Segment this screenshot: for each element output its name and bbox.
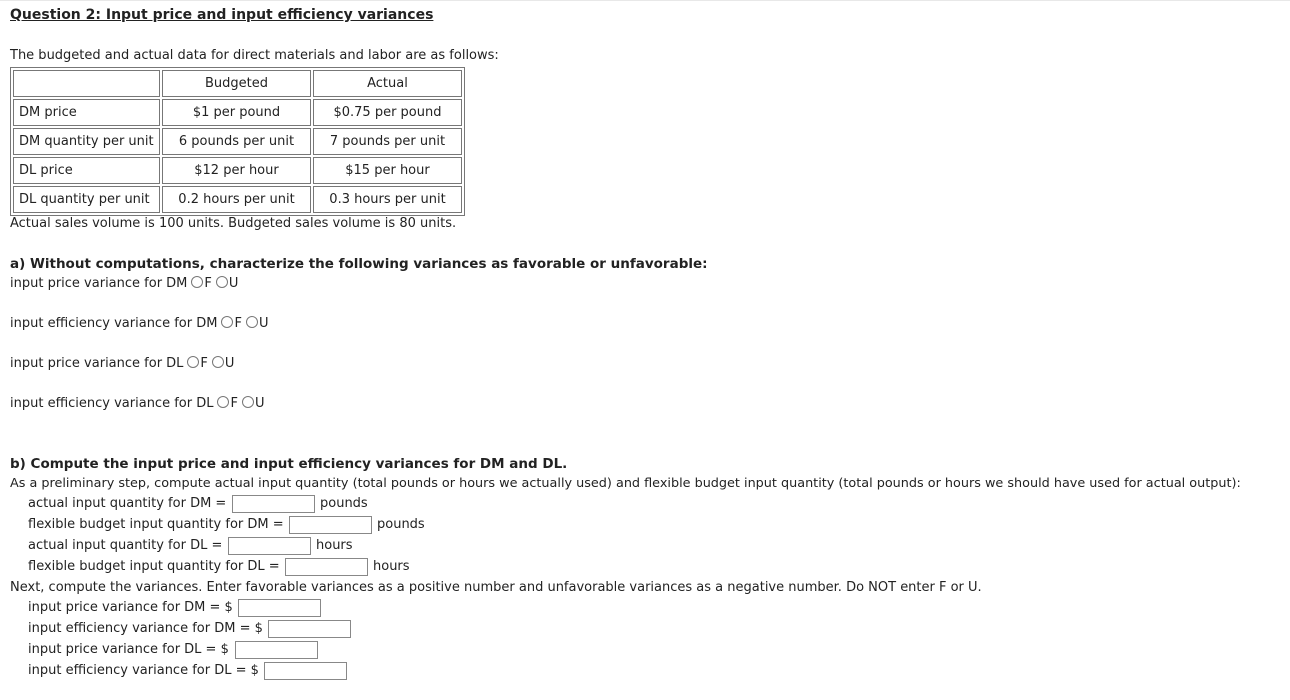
table-row <box>13 99 462 126</box>
variance-label: input price variance for DL = $ <box>28 642 229 657</box>
actual-dl-quantity-input[interactable] <box>228 537 311 555</box>
data-table <box>10 67 465 216</box>
dl-price-variance-input[interactable] <box>235 641 318 659</box>
table-row <box>13 128 462 155</box>
unit-label: hours <box>316 538 353 553</box>
variance-question-row: input efficiency variance for DM F U <box>10 316 269 331</box>
variance-question-label: input efficiency variance for DM <box>10 316 218 331</box>
unit-label: hours <box>373 559 410 574</box>
table-row <box>13 186 462 213</box>
unfavorable-radio[interactable] <box>246 316 258 328</box>
table-cell: $15 per hour <box>313 157 462 184</box>
table-header-row <box>13 70 462 97</box>
actual-dm-quantity-input[interactable] <box>232 495 315 513</box>
variance-question-row: input price variance for DM F U <box>10 276 239 291</box>
table-cell: DM quantity per unit <box>13 128 160 155</box>
unfavorable-radio[interactable] <box>212 356 224 368</box>
variance-question-label: input price variance for DL <box>10 356 184 371</box>
variance-label: input price variance for DM = $ <box>28 600 233 615</box>
question-title: Question 2: Input price and input efficiency variances <box>10 7 434 23</box>
variance-question-label: input price variance for DM <box>10 276 188 291</box>
table-cell: 0.2 hours per unit <box>162 186 311 213</box>
variance-question-row: input price variance for DL F U <box>10 356 235 371</box>
favorable-radio[interactable] <box>221 316 233 328</box>
table-row <box>13 157 462 184</box>
variance-question-label: input efficiency variance for DL <box>10 396 214 411</box>
table-header-cell: Budgeted <box>162 70 311 97</box>
dm-efficiency-variance-input[interactable] <box>268 620 351 638</box>
table-cell: DM price <box>13 99 160 126</box>
unfavorable-radio[interactable] <box>216 276 228 288</box>
table-cell: DL price <box>13 157 160 184</box>
favorable-radio[interactable] <box>191 276 203 288</box>
table-header-cell: Actual <box>313 70 462 97</box>
table-cell: 7 pounds per unit <box>313 128 462 155</box>
variance-instructions: Next, compute the variances. Enter favorable variances as a positive number and unfavorable variances as a negative number. Do NOT enter F or U. <box>10 580 982 595</box>
variance-label: input efficiency variance for DL = $ <box>28 663 259 678</box>
actual-sales-value: 100 <box>158 216 184 231</box>
preliminary-instructions: As a preliminary step, compute actual input quantity (total pounds or hours we actually used) and flexible budget input quantity (total pounds or hours we should have used for actual output): <box>10 476 1241 491</box>
unit-label: pounds <box>377 517 425 532</box>
favorable-radio[interactable] <box>187 356 199 368</box>
part-b-heading: b) Compute the input price and input efficiency variances for DM and DL. <box>10 456 568 472</box>
variance-question-row: input efficiency variance for DL F U <box>10 396 265 411</box>
favorable-radio[interactable] <box>217 396 229 408</box>
top-divider <box>0 0 1290 1</box>
dm-price-variance-input[interactable] <box>238 599 321 617</box>
intro-text: The budgeted and actual data for direct materials and labor are as follows: <box>10 48 499 63</box>
unfavorable-radio[interactable] <box>242 396 254 408</box>
quantity-label: actual input quantity for DM = <box>28 496 227 511</box>
variance-label: input efficiency variance for DM = $ <box>28 621 263 636</box>
table-cell: 0.3 hours per unit <box>313 186 462 213</box>
table-cell: DL quantity per unit <box>13 186 160 213</box>
sales-volume-text: Actual sales volume is 100 units. Budgeted sales volume is 80 units. <box>10 216 457 231</box>
table-cell: 6 pounds per unit <box>162 128 311 155</box>
dl-efficiency-variance-input[interactable] <box>264 662 347 680</box>
flexible-dl-quantity-input[interactable] <box>285 558 368 576</box>
table-cell: $1 per pound <box>162 99 311 126</box>
table-cell: $12 per hour <box>162 157 311 184</box>
flexible-dm-quantity-input[interactable] <box>289 516 372 534</box>
quantity-label: flexible budget input quantity for DM = <box>28 517 284 532</box>
unit-label: pounds <box>320 496 368 511</box>
part-a-heading: a) Without computations, characterize the following variances as favorable or unfavorable: <box>10 256 708 272</box>
table-header-cell <box>13 70 160 97</box>
quantity-label: actual input quantity for DL = <box>28 538 223 553</box>
table-cell: $0.75 per pound <box>313 99 462 126</box>
budgeted-sales-value: 80 <box>399 216 416 231</box>
quantity-label: flexible budget input quantity for DL = <box>28 559 280 574</box>
